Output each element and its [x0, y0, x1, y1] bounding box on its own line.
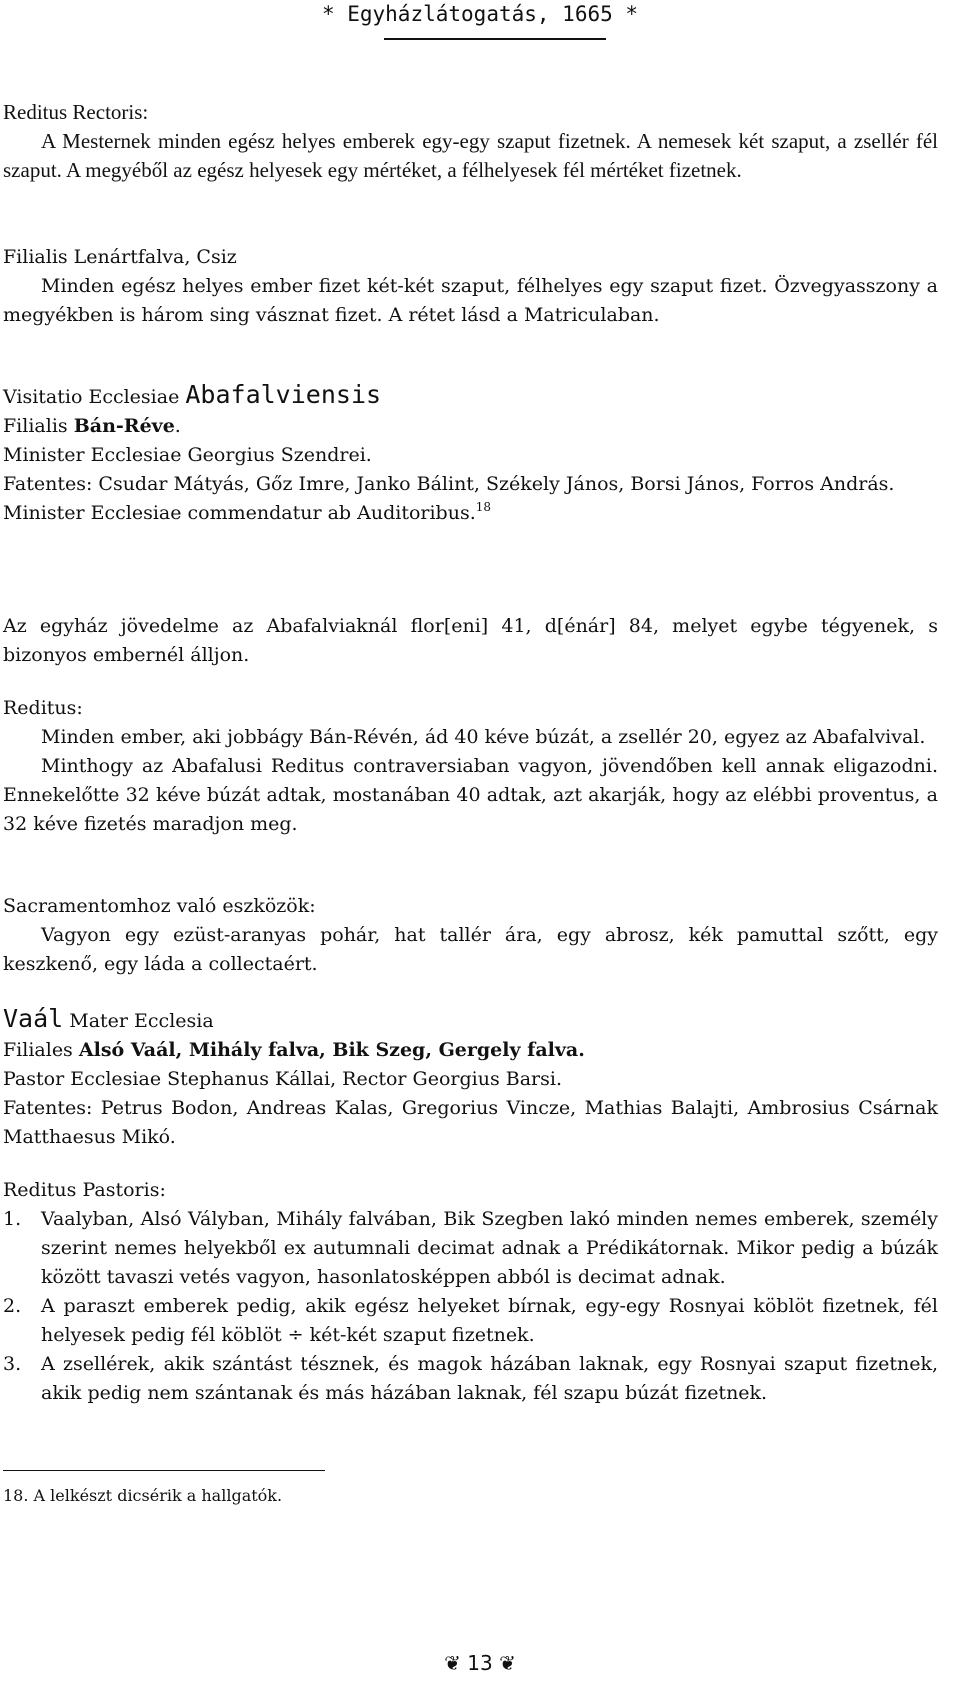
sacrament-section [3, 892, 938, 979]
paragraph: Vagyon egy ezüst-aranyas pohár, hat tallér ára, egy abrosz, kék pamuttal szőtt, egy keszkenő, egy láda a collectaért. [3, 924, 938, 975]
list-item: 3. A zsellérek, akik szántást tésznek, és magok házában laknak, egy Rosnyai szaput fizetnek, akik pedig nem szántanak és más házában laknak, fél szapu búzát fizetnek. [3, 1350, 938, 1408]
division-symbol: ÷ [287, 1324, 304, 1346]
running-head: * Egyházlátogatás, 1665 * [321, 2, 639, 26]
footnote-ref: 18 [475, 500, 492, 514]
list-item: 2. A paraszt emberek pedig, akik egész helyeket bírnak, egy-egy Rosnyai köblöt fizetnek, fél helyesek pedig fél köblöt ÷ két-két szaput fizetnek. [3, 1292, 938, 1350]
page-number: 13 [467, 1651, 493, 1675]
paragraph: Minden egész helyes ember fizet két-két szaput, félhelyes egy szaput fizet. Özvegyasszony a megyékben is három sing vásznat fizet. A rétet lásd a Matriculaban. [3, 275, 938, 326]
commendatur-line: Minister Ecclesiae commendatur ab Auditoribus.$^{18}$ [3, 500, 492, 524]
reditus-pastoris-section [3, 1176, 938, 1408]
section-heading: Reditus: [3, 697, 83, 719]
vaal-heading: Vaál Mater Ecclesia [3, 1004, 214, 1033]
list-number: 3. [3, 1353, 22, 1375]
footnote-rule [3, 1470, 325, 1471]
footnote: 18. A lelkészt dicsérik a hallgatók. [3, 1486, 283, 1505]
paragraph: Minden ember, aki jobbágy Bán-Révén, ád 40 kéve búzát, a zsellér 20, egyez az Abafalvival. [41, 726, 926, 748]
paragraph: A Mesternek minden egész helyes emberek egy-egy szaput fizetnek. A nemesek két szaput, a zsellér fél szaput. A megyéből az egész helyesek egy mértéket, a félhelyesek fél mértéket fizetnek. [3, 129, 938, 182]
fatentes-line: Fatentes: Petrus Bodon, Andreas Kalas, Gregorius Vincze, Mathias Balajti, Ambrosius Csárnak Matthaesus Mikó. [3, 1097, 938, 1148]
fleuron-left-icon: ❦ [444, 1651, 461, 1675]
list-number: 2. [3, 1295, 22, 1317]
section-heading: Sacramentomhoz való eszközök: [3, 895, 316, 917]
filiales-line: Filiales Alsó Vaál, Mihály falva, Bik Szeg, Gergely falva. [3, 1039, 585, 1061]
place-name: Abafalviensis [185, 380, 382, 409]
section-heading: Filialis Lenártfalva, Csiz [3, 246, 237, 268]
filialis-line: Filialis Bán-Réve. [3, 415, 181, 437]
filiales-names: Alsó Vaál, Mihály falva, Bik Szeg, Gergely falva. [78, 1039, 585, 1061]
fleuron-right-icon: ❦ [499, 1651, 516, 1675]
paragraph: Az egyház jövedelme az Abafalviaknál flor[eni] 41, d[énár] 84, melyet egybe tégyenek, s bizonyos embernél álljon. [3, 615, 938, 666]
minister-line: Minister Ecclesiae Georgius Szendrei. [3, 444, 372, 466]
filialis-lenartfalva-section [3, 243, 938, 330]
fatentes-line: Fatentes: Csudar Mátyás, Gőz Imre, Janko Bálint, Székely János, Borsi János, Forros András. [3, 473, 895, 495]
paragraph: Minthogy az Abafalusi Reditus contraversiaban vagyon, jövendőben kell annak eligazodni. Ennekelőtte 32 kéve búzát adtak, mostanában 40 adtak, azt akarják, hogy az elébbi proventus, a 32 kéve fizetés maradjon meg. [3, 755, 938, 835]
section-heading: Reditus Pastoris: [3, 1179, 166, 1201]
income-section [3, 612, 938, 670]
filialis-name: Bán-Réve [73, 415, 175, 437]
visitatio-section [3, 380, 938, 528]
pastor-line: Pastor Ecclesiae Stephanus Kállai, Rector Georgius Barsi. [3, 1068, 562, 1090]
list-number: 1. [3, 1208, 22, 1230]
vaal-section [3, 1004, 938, 1152]
running-head-rule [384, 38, 606, 40]
page-number-line [0, 1650, 960, 1676]
reditus-section [3, 694, 938, 839]
visitatio-heading: Visitatio Ecclesiae Abafalviensis [3, 380, 382, 409]
section-heading: Reditus Rectoris: [3, 100, 149, 124]
place-name: Vaál [3, 1004, 64, 1033]
list-item: 1. Vaalyban, Alsó Vályban, Mihály falvában, Bik Szegben lakó minden nemes emberek, személy szerint nemes helyekből ex autumnali decimat adnak a Prédikátornak. Mikor pedig a búzák között tavaszi vetés vagyon, hasonlatosképpen abból is decimat adnak. [3, 1205, 938, 1292]
reditus-rectoris-section [3, 98, 938, 185]
